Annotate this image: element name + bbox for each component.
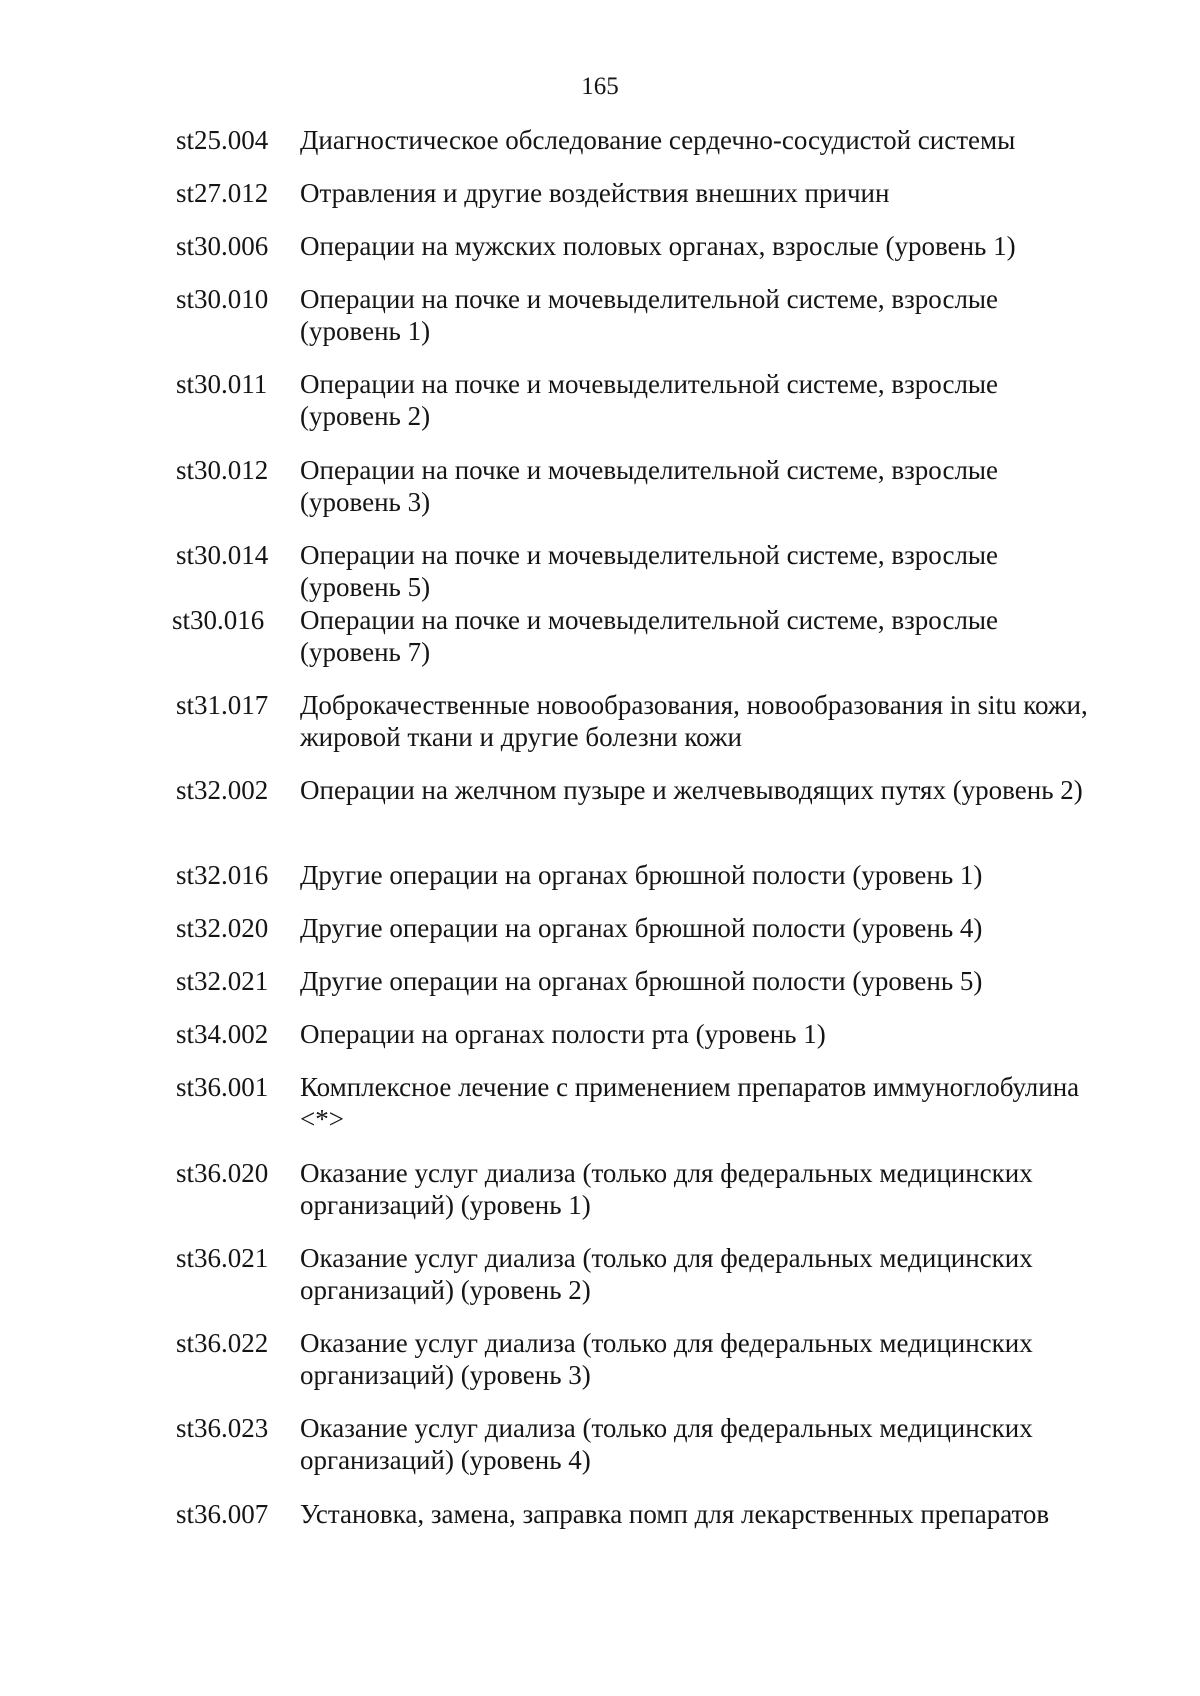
item-code: st32.020 (176, 913, 269, 943)
item-description: Оказание услуг диализа (только для федеральных медицинских организаций) (уровень 2) (300, 1243, 1033, 1305)
item-code: st31.017 (176, 690, 269, 720)
item-code: st30.011 (176, 369, 268, 399)
item-description: Операции на почке и мочевыделительной системе, взрослые (уровень 2) (300, 369, 999, 431)
page-number: 165 (581, 73, 619, 100)
item-code: st30.016 (172, 605, 265, 635)
item-description: Другие операции на органах брюшной полости (уровень 4) (300, 913, 983, 943)
item-description: Оказание услуг диализа (только для федеральных медицинских организаций) (уровень 3) (300, 1328, 1033, 1390)
item-description: Отравления и другие воздействия внешних причин (300, 178, 890, 208)
item-description: Операции на желчном пузыре и желчевыводящих путях (уровень 2) (300, 775, 1083, 805)
item-description: Доброкачественные новообразования, новообразования in situ кожи, жировой ткани и другие болезни кожи (300, 690, 1088, 752)
item-description: Оказание услуг диализа (только для федеральных медицинских организаций) (уровень 1) (300, 1158, 1033, 1220)
item-code: st36.022 (176, 1328, 269, 1358)
item-code: st30.010 (176, 284, 269, 314)
item-description: Операции на почке и мочевыделительной системе, взрослые (уровень 1) (300, 284, 999, 346)
item-code: st36.021 (176, 1243, 269, 1273)
item-code: st36.023 (176, 1413, 269, 1443)
item-code: st25.004 (176, 125, 269, 155)
item-code: st32.002 (176, 775, 269, 805)
item-description: Операции на органах полости рта (уровень 1) (300, 1019, 826, 1049)
item-description: Операции на почке и мочевыделительной системе, взрослые (уровень 3) (300, 455, 999, 517)
item-description: Другие операции на органах брюшной полости (уровень 5) (300, 966, 983, 996)
item-code: st34.002 (176, 1019, 269, 1049)
item-code: st30.006 (176, 231, 269, 261)
item-description: Другие операции на органах брюшной полости (уровень 1) (300, 860, 983, 890)
item-description: Операции на почке и мочевыделительной системе, взрослые (уровень 5) (300, 540, 999, 602)
item-code: st30.014 (176, 540, 269, 570)
item-code: st36.020 (176, 1158, 269, 1188)
item-description: Диагностическое обследование сердечно-сосудистой системы (300, 125, 1016, 155)
item-code: st36.001 (176, 1072, 269, 1102)
item-code: st30.012 (176, 455, 269, 485)
item-description: Операции на почке и мочевыделительной системе, взрослые (уровень 7) (300, 605, 999, 667)
item-description: Операции на мужских половых органах, взрослые (уровень 1) (300, 231, 1016, 261)
item-code: st32.021 (176, 966, 269, 996)
item-code: st27.012 (176, 178, 269, 208)
item-description: Установка, замена, заправка помп для лекарственных препаратов (300, 1499, 1050, 1529)
item-code: st32.016 (176, 860, 269, 890)
item-description: Комплексное лечение с применением препаратов иммуноглобулина <*> (300, 1072, 1080, 1134)
item-description: Оказание услуг диализа (только для федеральных медицинских организаций) (уровень 4) (300, 1413, 1033, 1475)
item-code: st36.007 (176, 1499, 269, 1529)
